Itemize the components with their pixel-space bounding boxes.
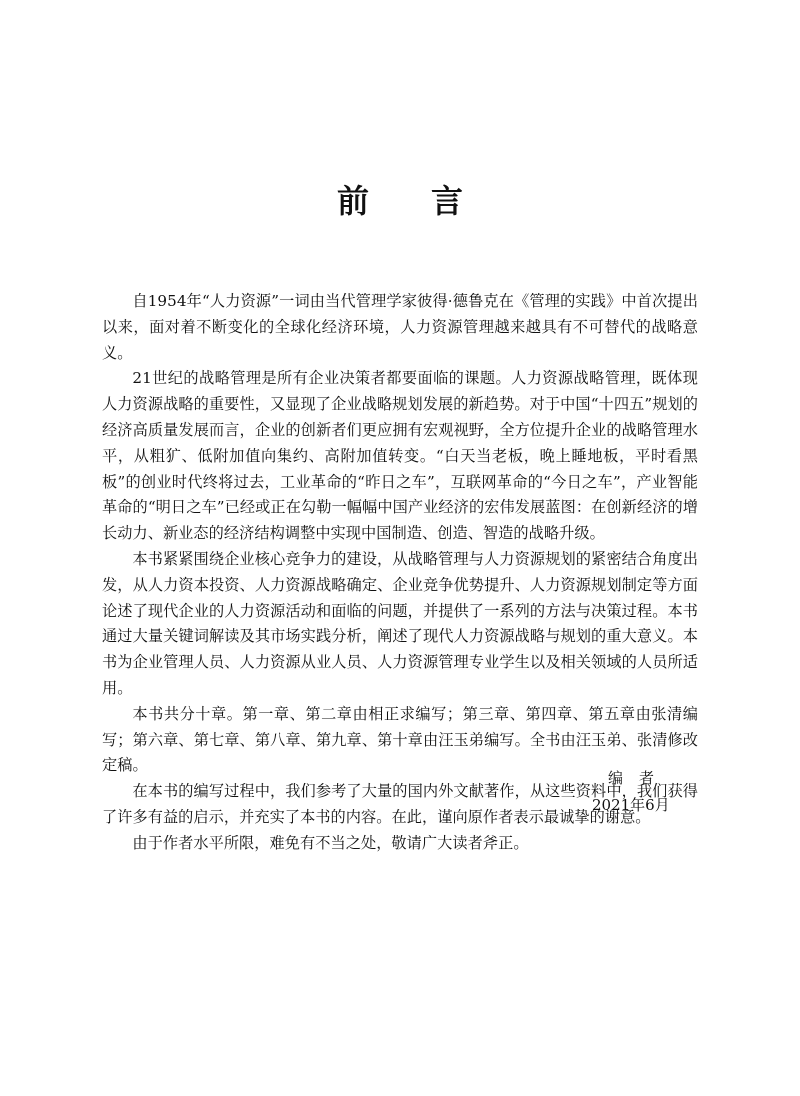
signature-block (580, 765, 700, 819)
paragraph-2: 21世纪的战略管理是所有企业决策者都要面临的课题。人力资源战略管理，既体现人力资源战略的重要性，又显现了企业战略规划发展的新趋势。对于中国“十四五”规划的经济高质量发展而言，企业的创新者们更应拥有宏观视野，全方位提升企业的战略管理水平，从粗犷、低附加值向集约、高附加值转变。“白天当老板，晚上睡地板，平时看黑板”的创业时代终将过去，工业革命的“昨日之车”，互联网革命的“今日之车”，产业智能革命的“明日之车”已经或正在勾勒一幅幅中国产业经济的宏伟发展蓝图：在创新经济的增长动力、新业态的经济结构调整中实现中国制造、创造、智造的战略升级。 (102, 369, 698, 543)
signature-date: 2021年6月 (592, 796, 670, 814)
paragraph-5: 在本书的编写过程中，我们参考了大量的国内外文献著作，从这些资料中，我们获得了许多有益的启示，并充实了本书的内容。在此，谨向原作者表示最诚挚的谢意。 (102, 782, 698, 826)
paragraph-3: 本书紧紧围绕企业核心竞争力的建设，从战略管理与人力资源规划的紧密结合角度出发，从人力资本投资、人力资源战略确定、企业竞争优势提升、人力资源规划制定等方面论述了现代企业的人力资源活动和面临的问题，并提供了一系列的方法与决策过程。本书通过大量关键词解读及其市场实践分析，阐述了现代人力资源战略与规划的重大意义。本书为企业管理人员、人力资源从业人员、人力资源管理专业学生以及相关领域的人员所适用。 (102, 549, 698, 697)
paragraph-1: 自1954年“人力资源”一词由当代管理学家彼得·德鲁克在《管理的实践》中首次提出以来，面对着不断变化的全球化经济环境，人力资源管理越来越具有不可替代的战略意义。 (102, 292, 698, 362)
page-title: 前言 (336, 182, 525, 220)
paragraph-4: 本书共分十章。第一章、第二章由相正求编写；第三章、第四章、第五章由张清编写；第六章、第七章、第八章、第九章、第十章由汪玉弟编写。全书由汪玉弟、张清修改定稿。 (102, 704, 698, 775)
paragraph-6: 由于作者水平所限，难免有不当之处，敬请广大读者斧正。 (132, 833, 529, 852)
signature-author: 编者 (608, 769, 671, 787)
